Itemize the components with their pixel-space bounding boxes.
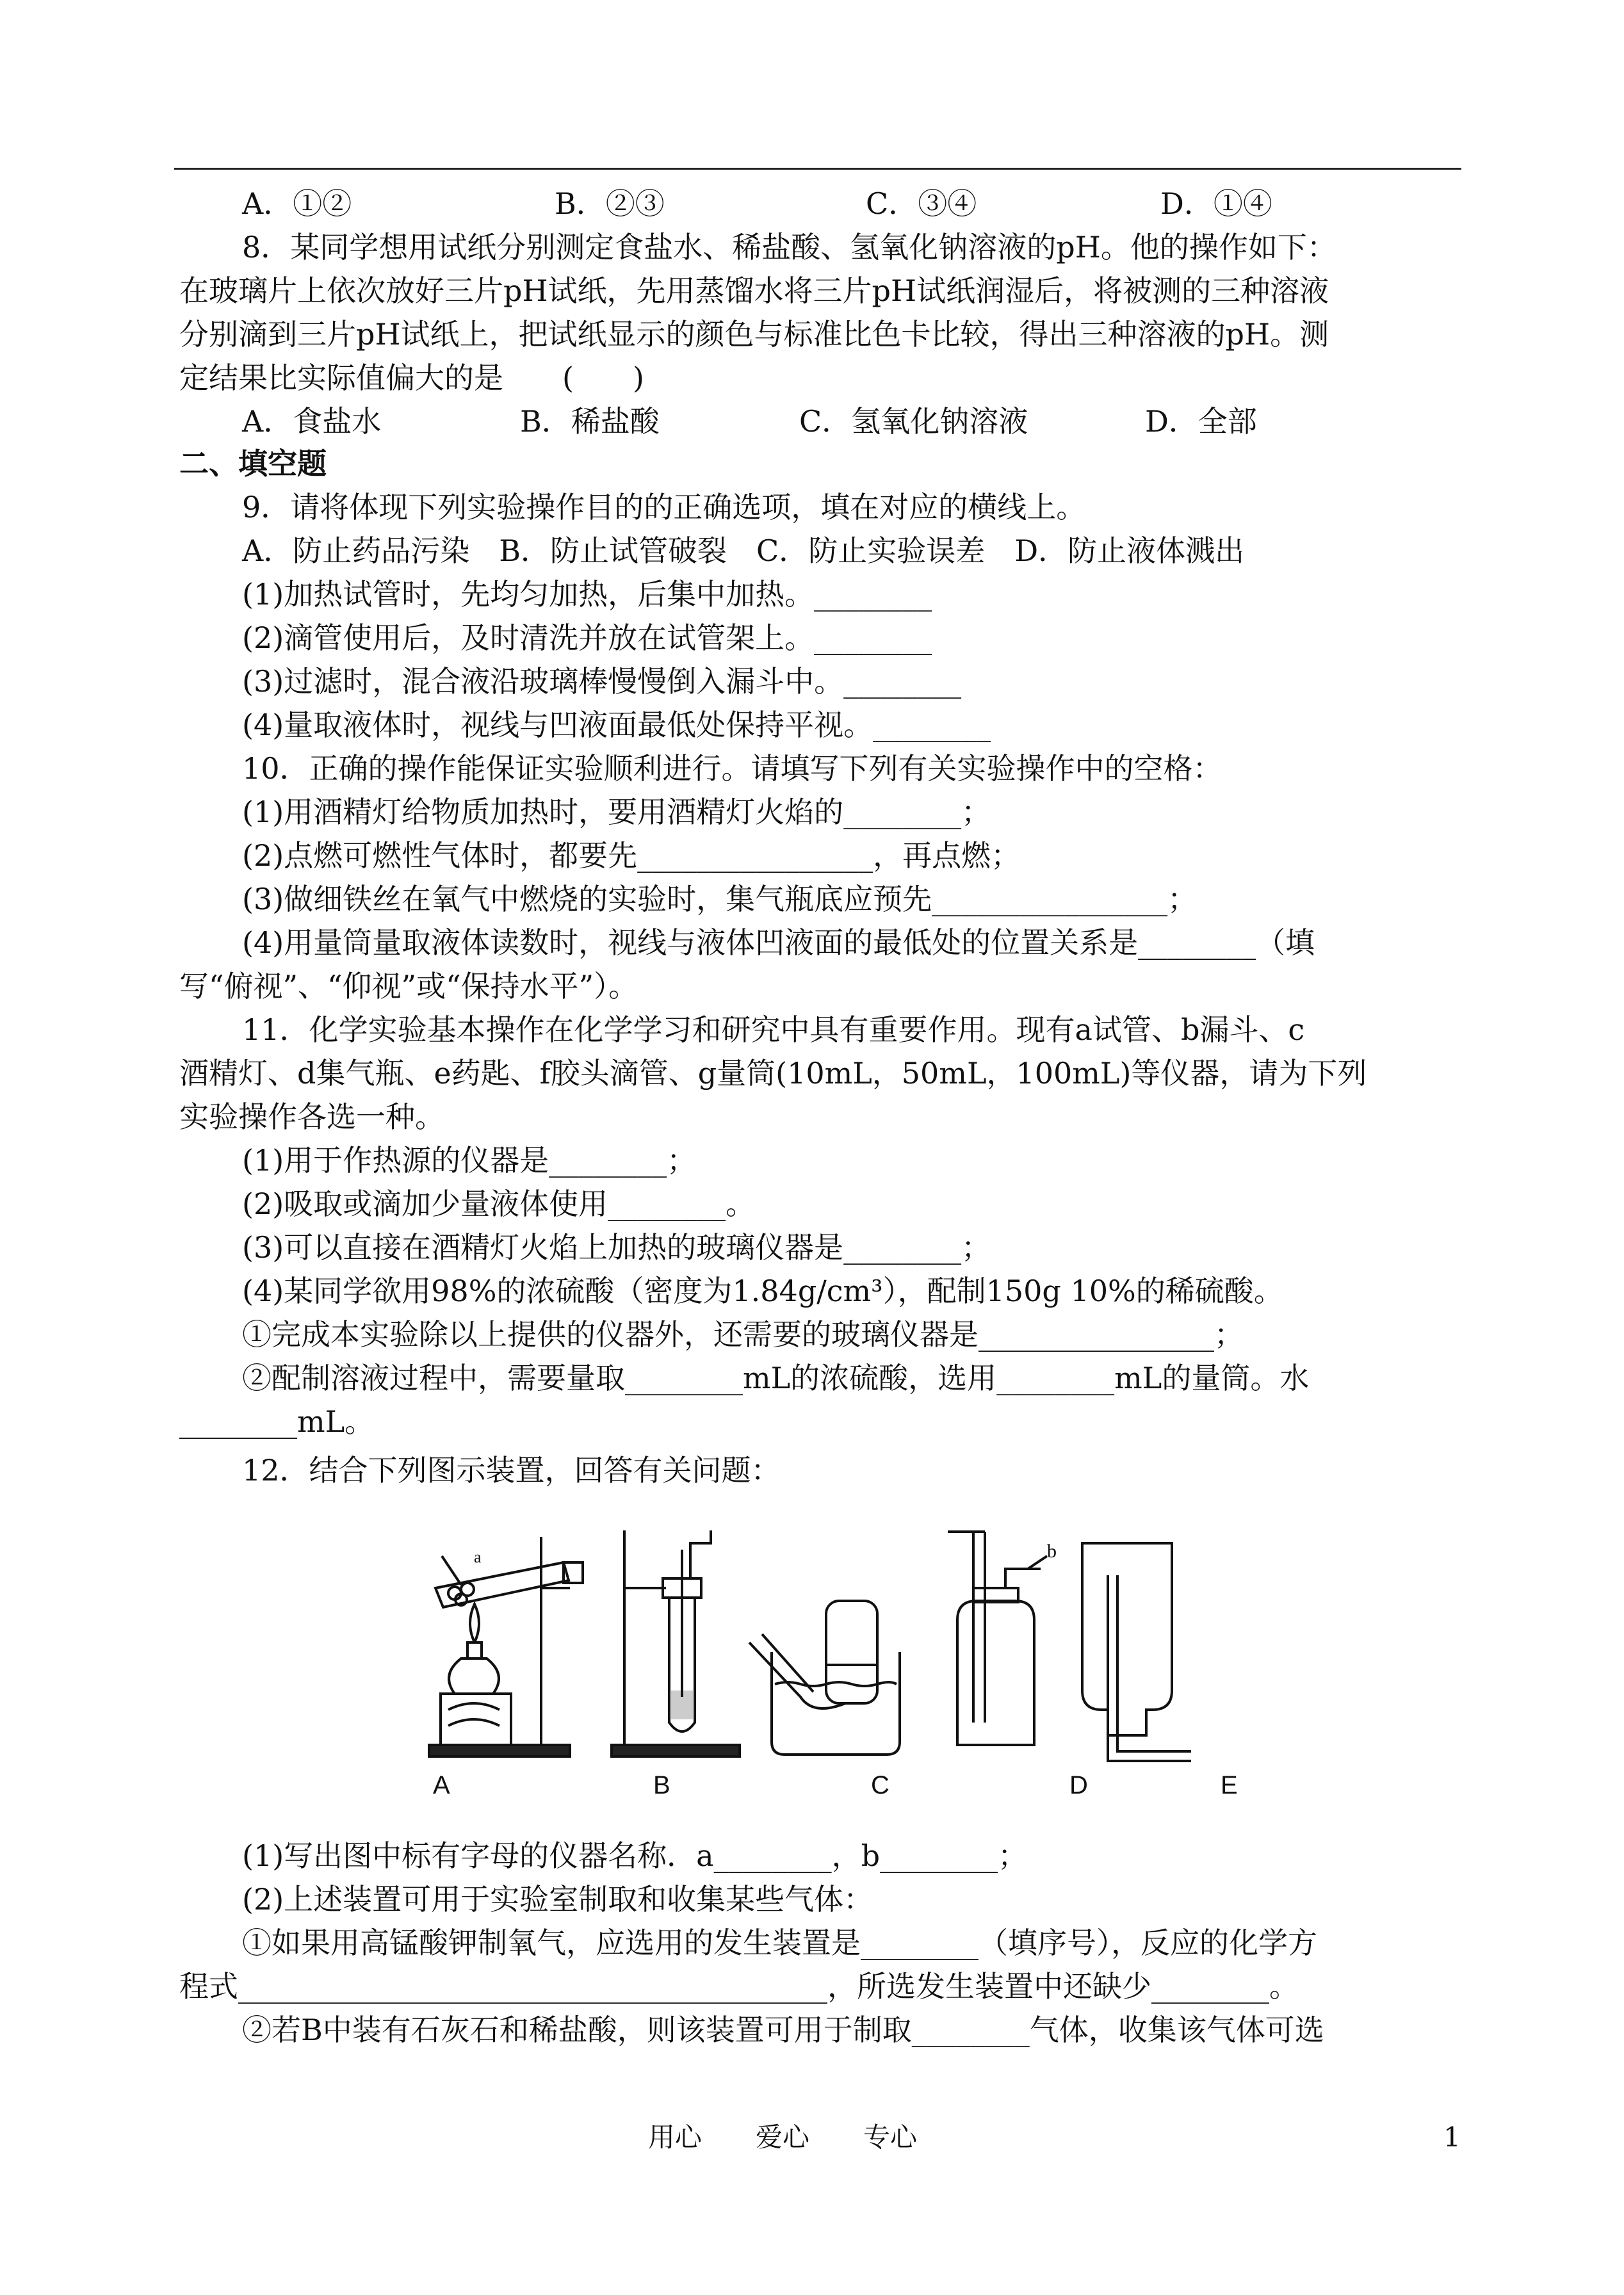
q12-line-1: 12．结合下列图示装置，回答有关问题： xyxy=(242,1453,781,1488)
figure-label-c: C xyxy=(871,1771,889,1799)
q7-option-b: B．②③ xyxy=(555,186,665,221)
apparatus-b-drawing xyxy=(612,1530,740,1756)
q11-line-3: 实验操作各选一种。 xyxy=(179,1099,444,1134)
q11-line-4: (1)用于作热源的仪器是________； xyxy=(242,1143,697,1178)
apparatus-a-drawing xyxy=(429,1537,583,1756)
q10-line-5: (4)用量筒量取液体读数时，视线与液体凹液面的最低处的位置关系是________（填 xyxy=(242,925,1315,960)
q12-line-6: ②若B中装有石灰石和稀盐酸，则该装置可用于制取________气体，收集该气体可选 xyxy=(242,2013,1324,2047)
q11-line-7: (4)某同学欲用98%的浓硫酸（密度为1.84g/cm³），配制150g 10%的稀硫酸。 xyxy=(242,1274,1283,1308)
mark-a: a xyxy=(474,1548,482,1566)
q8-line-3: 分别滴到三片pH试纸上，把试纸显示的颜色与标准比色卡比较，得出三种溶液的pH。测 xyxy=(179,317,1329,352)
q11-line-6: (3)可以直接在酒精灯火焰上加热的玻璃仪器是________； xyxy=(242,1230,991,1265)
q8-option-b: B．稀盐酸 xyxy=(520,404,660,439)
page-number: 1 xyxy=(1443,2121,1461,2153)
q7-option-d: D．①④ xyxy=(1160,186,1272,221)
q8-option-d: D．全部 xyxy=(1145,404,1257,439)
footer-motto: 用心 爱心 专心 xyxy=(648,2121,918,2153)
q9-line-6: (4)量取液体时，视线与凹液面最低处保持平视。________ xyxy=(242,708,991,742)
q8-line-4: 定结果比实际值偏大的是 ( ) xyxy=(179,361,644,395)
q8-line-2: 在玻璃片上依次放好三片pH试纸，先用蒸馏水将三片pH试纸润湿后，将被测的三种溶液 xyxy=(179,273,1329,308)
q12-line-4: ①如果用高锰酸钾制氧气，应选用的发生装置是________（填序号），反应的化学方 xyxy=(242,1926,1317,1960)
figure-label-b: B xyxy=(653,1771,670,1799)
q8-option-a: A．食盐水 xyxy=(242,404,382,439)
q12-line-3: (2)上述装置可用于实验室制取和收集某些气体： xyxy=(242,1882,873,1917)
figure-label-d: D xyxy=(1069,1771,1088,1799)
q7-option-a: A．①② xyxy=(242,186,352,221)
q11-line-9: ②配制溶液过程中，需要量取________mL的浓硫酸，选用________mL的量筒。水 xyxy=(242,1361,1310,1395)
q9-line-2: A．防止药品污染 B．防止试管破裂 C．防止实验误差 D．防止液体溅出 xyxy=(242,533,1245,568)
q10-line-3: (2)点燃可燃性气体时，都要先________________，再点燃； xyxy=(242,838,1021,873)
section-title: 二、填空题 xyxy=(179,446,327,481)
q8-line-1: 8．某同学想用试纸分别测定食盐水、稀盐酸、氢氧化钠溶液的pH。他的操作如下： xyxy=(242,230,1336,264)
q10-line-2: (1)用酒精灯给物质加热时，要用酒精灯火焰的________； xyxy=(242,795,991,829)
q9-line-4: (2)滴管使用后，及时清洗并放在试管架上。________ xyxy=(242,620,932,655)
header-rule xyxy=(174,168,1461,170)
q9-line-5: (3)过滤时，混合液沿玻璃棒慢慢倒入漏斗中。________ xyxy=(242,664,962,699)
q7-option-c: C．③④ xyxy=(866,186,977,221)
apparatus-d-drawing xyxy=(948,1532,1047,1745)
mark-b: b xyxy=(1047,1541,1057,1562)
figure-label-e: E xyxy=(1221,1771,1238,1799)
apparatus-figure xyxy=(416,1518,1281,1799)
q8-option-c: C．氢氧化钠溶液 xyxy=(799,404,1028,439)
apparatus-e-drawing xyxy=(1082,1543,1191,1761)
q11-line-10: ________mL。 xyxy=(179,1404,375,1439)
q11-line-8: ①完成本实验除以上提供的仪器外，还需要的玻璃仪器是________________； xyxy=(242,1317,1244,1352)
apparatus-c-drawing xyxy=(749,1601,900,1755)
q9-line-3: (1)加热试管时，先均匀加热，后集中加热。________ xyxy=(242,577,932,612)
q9-line-1: 9．请将体现下列实验操作目的的正确选项，填在对应的横线上。 xyxy=(242,490,1086,524)
q10-line-4: (3)做细铁丝在氧气中燃烧的实验时，集气瓶底应预先________________； xyxy=(242,882,1198,916)
q11-line-1: 11．化学实验基本操作在化学学习和研究中具有重要作用。现有a试管、b漏斗、c xyxy=(242,1012,1305,1047)
q11-line-2: 酒精灯、d集气瓶、e药匙、f胶头滴管、g量筒(10mL，50mL，100mL)等仪器，请为下列 xyxy=(179,1056,1367,1091)
q10-line-6: 写“俯视”、“仰视”或“保持水平”）。 xyxy=(179,969,638,1003)
figure-label-a: A xyxy=(433,1771,450,1799)
q12-line-5: 程式________________________________________，所选发生装置中还缺少________。 xyxy=(179,1969,1299,2004)
q12-line-2: (1)写出图中标有字母的仪器名称．a________，b________； xyxy=(242,1838,1028,1873)
q10-line-1: 10．正确的操作能保证实验顺利进行。请填写下列有关实验操作中的空格： xyxy=(242,751,1222,786)
q11-line-5: (2)吸取或滴加少量液体使用________。 xyxy=(242,1187,756,1221)
